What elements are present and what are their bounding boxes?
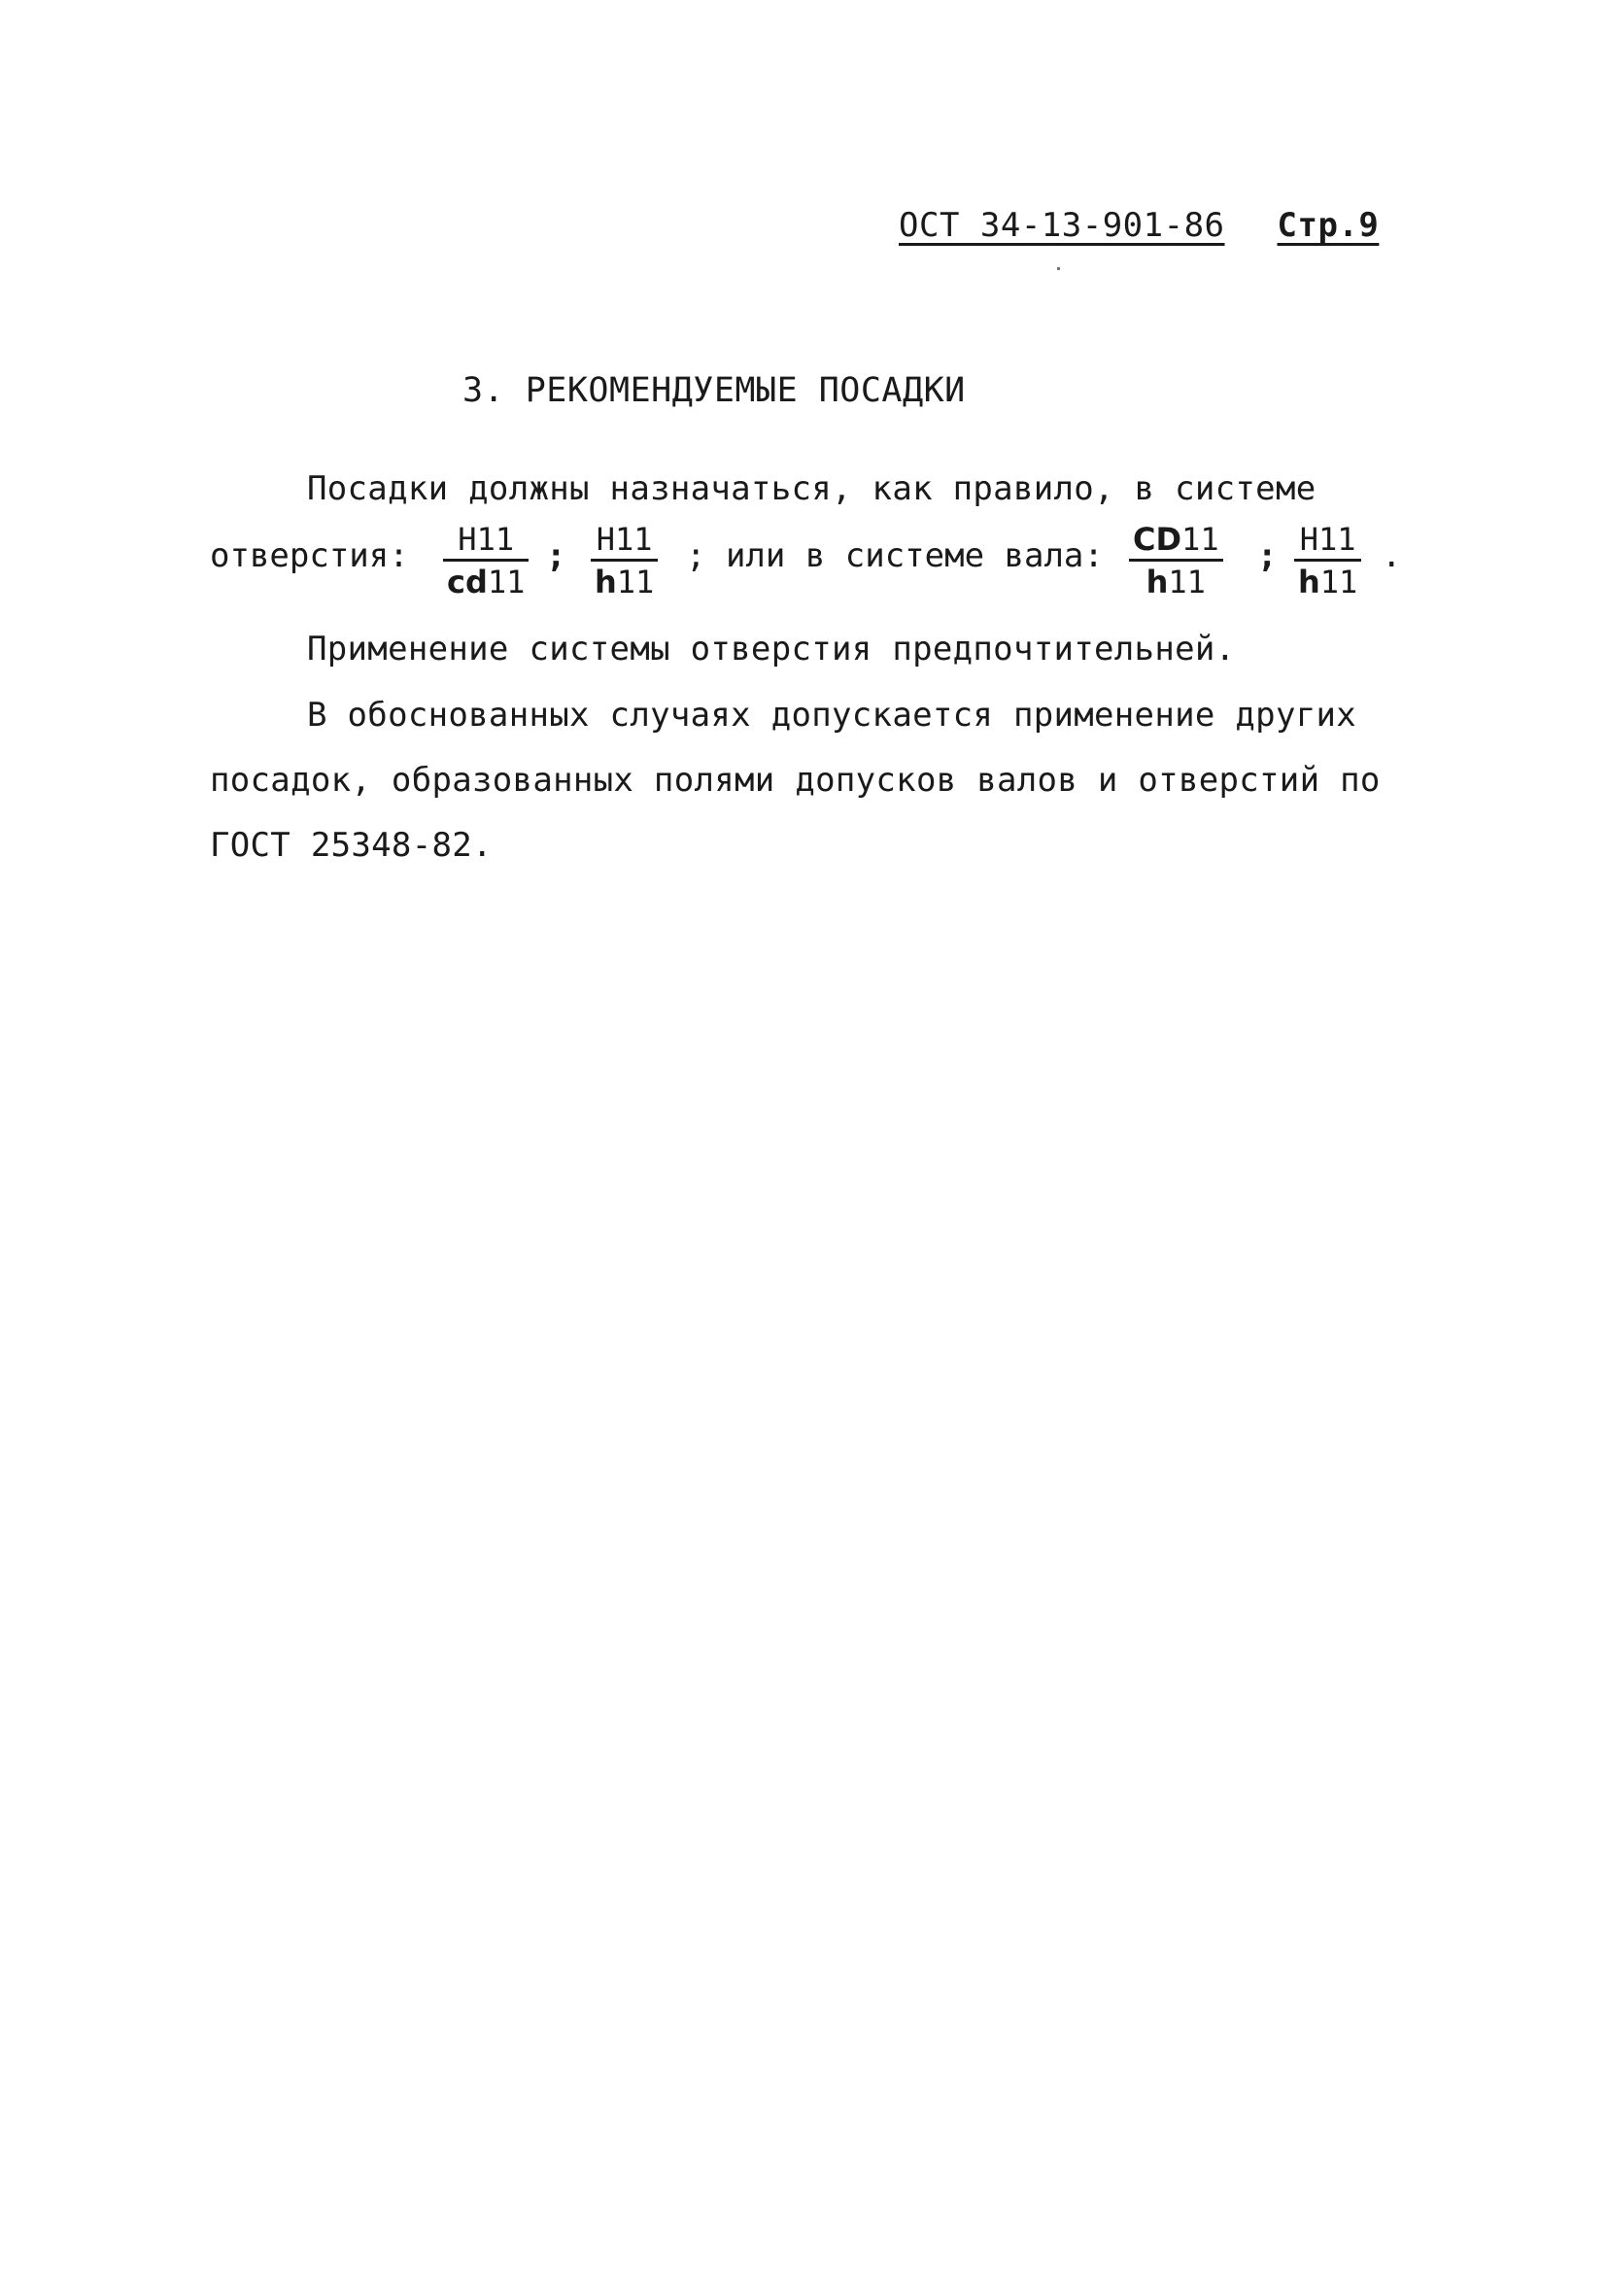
fit-fraction-cd11-h11 [1129, 520, 1223, 602]
paragraph-line-1: Посадки должны назначаться, как правило, в системе [307, 469, 1316, 508]
paragraph-line-6: ГОСТ 25348-82. [210, 826, 493, 865]
semicolon-2: ; [1257, 536, 1278, 575]
fraction-numerator: H11 [1299, 521, 1356, 558]
fit-fraction-h11-h11 [591, 520, 658, 602]
document-code: ОСТ 34-13-901-86 [899, 206, 1225, 245]
formula-prefix: отверстия: [210, 536, 409, 575]
section-heading: 3. РЕКОМЕНДУЕМЫЕ ПОСАДКИ [462, 371, 966, 410]
fraction-denominator: h11 [1145, 564, 1206, 600]
formula-middle: ; или в системе вала: [686, 536, 1104, 575]
scan-speck [1057, 267, 1060, 270]
fraction-numerator: H11 [458, 521, 515, 558]
page-header [899, 206, 1379, 245]
paragraph-line-5: посадок, образованных полями допусков валов и отверстий по [210, 761, 1381, 800]
paragraph-line-4: В обоснованных случаях допускается применение других [307, 696, 1357, 735]
fraction-numerator: H11 [596, 521, 653, 558]
fraction-denominator: h11 [595, 564, 655, 600]
fraction-numerator: CD11 [1133, 521, 1219, 558]
page-number: Стр.9 [1277, 206, 1380, 245]
fraction-denominator: h11 [1298, 564, 1358, 600]
fit-fraction-h11-h11-shaft [1294, 520, 1361, 602]
formula-suffix: . [1382, 536, 1402, 575]
semicolon-1: ; [546, 536, 566, 575]
paragraph-line-3: Применение системы отверстия предпочтительней. [307, 630, 1236, 668]
fraction-denominator: cd11 [447, 564, 526, 600]
fit-fraction-h11-cd11 [443, 520, 529, 602]
